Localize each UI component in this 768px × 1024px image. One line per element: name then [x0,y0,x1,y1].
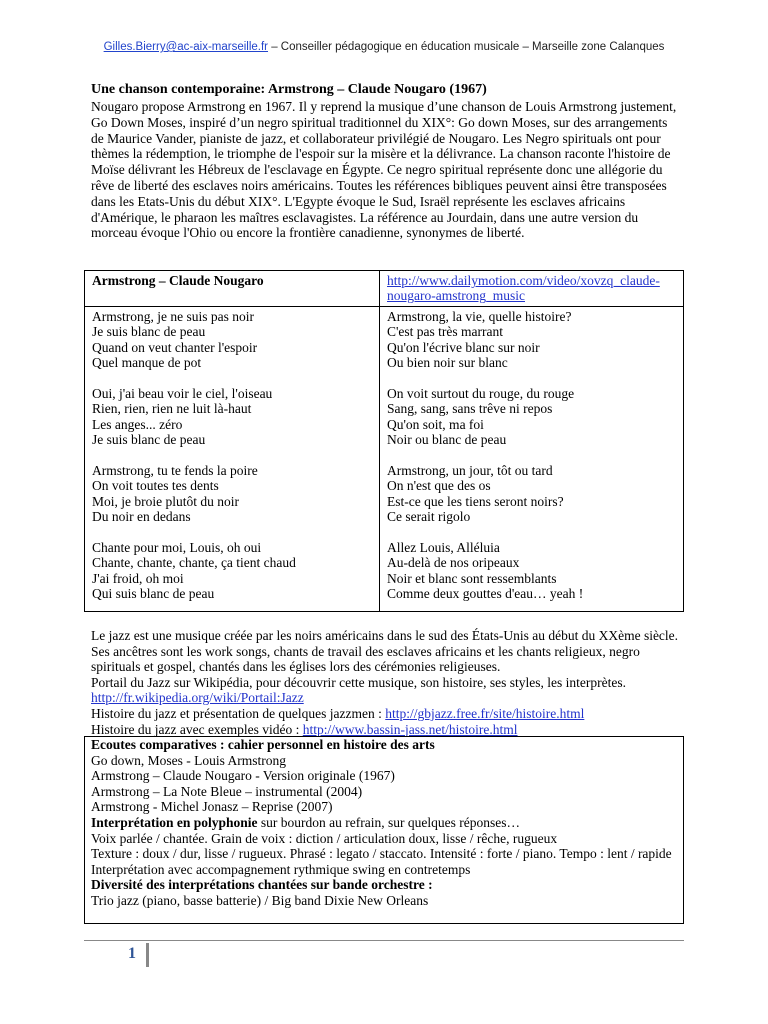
lyric-line: Quel manque de pot [92,355,202,371]
lyric-line: Est-ce que les tiens seront noirs? [387,493,564,509]
lyric-line: Noir et blanc sont ressemblants [387,570,557,586]
jazz-portal-text: Portail du Jazz sur Wikipédia, pour découvrir cette musique, son histoire, ses styles, les interprètes. [91,674,626,690]
lyric-line: Rien, rien, rien ne luit là-haut [92,401,252,417]
gbjazz-link[interactable]: http://gbjazz.free.fr/site/histoire.html [385,705,585,721]
right-stanza-4 [387,540,676,602]
page-number: 1 [128,945,136,962]
right-stanza-2 [387,386,676,448]
lyric-line: Noir ou blanc de peau [387,432,507,448]
lyric-line: Ou bien noir sur blanc [387,355,508,371]
texture-line: Texture : doux / dur, lisse / rugueux. Phrasé : legato / staccato. Intensité : forte / piano. Tempo : lent / rapide [91,846,672,862]
section-title: Une chanson contemporaine: Armstrong – Claude Nougaro (1967) [91,82,487,97]
jazz-section [91,628,685,737]
listening-item: Armstrong – La Note Bleue – instrumental (2004) [91,783,363,799]
lyric-line: Armstrong, tu te fends la poire [92,462,258,478]
lyric-line: Armstrong, la vie, quelle histoire? [387,308,572,324]
listening-box [84,736,684,924]
left-stanza-2 [92,386,372,448]
lyric-line: Comme deux gouttes d'eau… yeah ! [387,586,584,602]
lyric-line: Qui suis blanc de peau [92,586,215,602]
footer-divider [84,940,684,941]
lyric-line: Du noir en dedans [92,509,191,525]
listening-item: Armstrong – Claude Nougaro - Version originale (1967) [91,768,395,784]
lyric-line: Chante pour moi, Louis, oh oui [92,539,262,555]
lyric-line: On voit surtout du rouge, du rouge [387,385,575,401]
lyric-line: Sang, sang, sans trêve ni repos [387,401,553,417]
jazz-history-text: Histoire du jazz et présentation de quelques jazzmen : [91,705,386,721]
lyric-line: Au-delà de nos oripeaux [387,555,520,571]
lyrics-header-link-cell [380,271,684,307]
lyric-line: Ce serait rigolo [387,509,471,525]
wikipedia-jazz-link[interactable]: http://fr.wikipedia.org/wiki/Portail:Jazz [91,690,304,706]
dailymotion-link-line-1[interactable]: http://www.dailymotion.com/video/xovzq_claude- [387,273,660,288]
listening-heading: Ecoutes comparatives : cahier personnel en histoire des arts [91,737,435,752]
voice-line: Voix parlée / chantée. Grain de voix : diction / articulation doux, lisse / rêche, rugueux [91,830,558,846]
author-email-link[interactable]: Gilles.Bierry@ac-aix-marseille.fr [103,41,269,53]
left-stanza-3 [92,463,372,525]
lyric-line: Je suis blanc de peau [92,432,206,448]
lyrics-table [84,270,684,612]
lyrics-header-row [85,271,684,307]
right-stanza-1 [387,309,676,371]
swing-line: Interprétation avec accompagnement rythmique swing en contretemps [91,861,471,877]
lyrics-body-row [85,306,684,612]
lyric-line: Qu'on soit, ma foi [387,416,484,432]
lyric-line: Moi, je broie plutôt du noir [92,493,239,509]
left-stanza-1 [92,309,372,371]
lyric-line: Oui, j'ai beau voir le ciel, l'oiseau [92,385,273,401]
left-stanza-4 [92,540,372,602]
lyric-line: J'ai froid, oh moi [92,570,184,586]
page-header [0,41,768,53]
lyrics-right-column [380,306,684,612]
lyric-line: Je suis blanc de peau [92,324,206,340]
lyric-line: C'est pas très marrant [387,324,504,340]
lyric-line: On voit toutes tes dents [92,478,219,494]
listening-item: Armstrong - Michel Jonasz – Reprise (2007) [91,799,333,815]
bassin-jass-link[interactable]: http://www.bassin-jass.net/histoire.html [302,721,518,737]
listening-item: Go down, Moses - Louis Armstrong [91,752,286,768]
right-stanza-3 [387,463,676,525]
header-text: – Conseiller pédagogique en éducation musicale – Marseille zone Calanques [268,41,665,53]
intro-paragraph [91,99,681,241]
trio-line: Trio jazz (piano, basse batterie) / Big band Dixie New Orleans [91,892,429,908]
intro-text: Nougaro propose Armstrong en 1967. Il y reprend la musique d’une chanson de Louis Armstrong justement, Go Down Moses, inspiré d’un negro spiritual traditionnel du XIX°: Go down Moses, sur des arrangements de Maurice Vander, pianiste de jazz, et collaborateur privilégié de Nougaro. Les Negro spirituals ont pour thèmes la rédemption, le triomphe de l'espoir sur la misère et la délivrance. La chanson raconte l'histoire de Moïse délivrant les Hébreux de l'esclavage en Égypte. Ce negro spiritual représente donc une allégorie du rêve de liberté des esclaves noirs américains. Toutes les références bibliques peuvent ainsi être transposées dans les Etats-Unis du début XIX°. L'Egypte évoque le Sud, Israël représente les esclaves africains d'Amérique, le pharaon les maîtres esclavagistes. La référence au Jourdain, dans une autre version du morceau évoque l'Ohio ou encore la frontière canadienne, synonymes de liberté. [91,99,677,241]
lyric-line: Qu'on l'écrive blanc sur noir [387,339,540,355]
polyphony-line: Interprétation en polyphonie sur bourdon au refrain, sur quelques réponses… [91,814,520,830]
jazz-video-text: Histoire du jazz avec exemples vidéo : [91,721,303,737]
lyrics-header-title: Armstrong – Claude Nougaro [85,271,380,307]
jazz-paragraph: Le jazz est une musique créée par les noirs américains dans le sud des États-Unis au début du XXème siècle. Ses ancêtres sont les work songs, chants de travail des esclaves africains et les chants religieux, negro spirituals et gospel, chantés dans les églises lors des cérémonies religieuses. [91,628,679,675]
diversity-line: Diversité des interprétations chantées sur bande orchestre : [91,877,433,893]
lyrics-left-column [85,306,380,612]
page-number-bar [146,943,149,967]
lyric-line: Quand on veut chanter l'espoir [92,339,258,355]
lyric-line: Armstrong, un jour, tôt ou tard [387,462,553,478]
dailymotion-link-line-2[interactable]: nougaro-amstrong_music [387,288,525,304]
lyric-line: On n'est que des os [387,478,491,494]
lyric-line: Chante, chante, chante, ça tient chaud [92,555,296,571]
lyric-line: Allez Louis, Alléluia [387,539,500,555]
lyric-line: Armstrong, je ne suis pas noir [92,308,254,324]
lyric-line: Les anges... zéro [92,416,183,432]
